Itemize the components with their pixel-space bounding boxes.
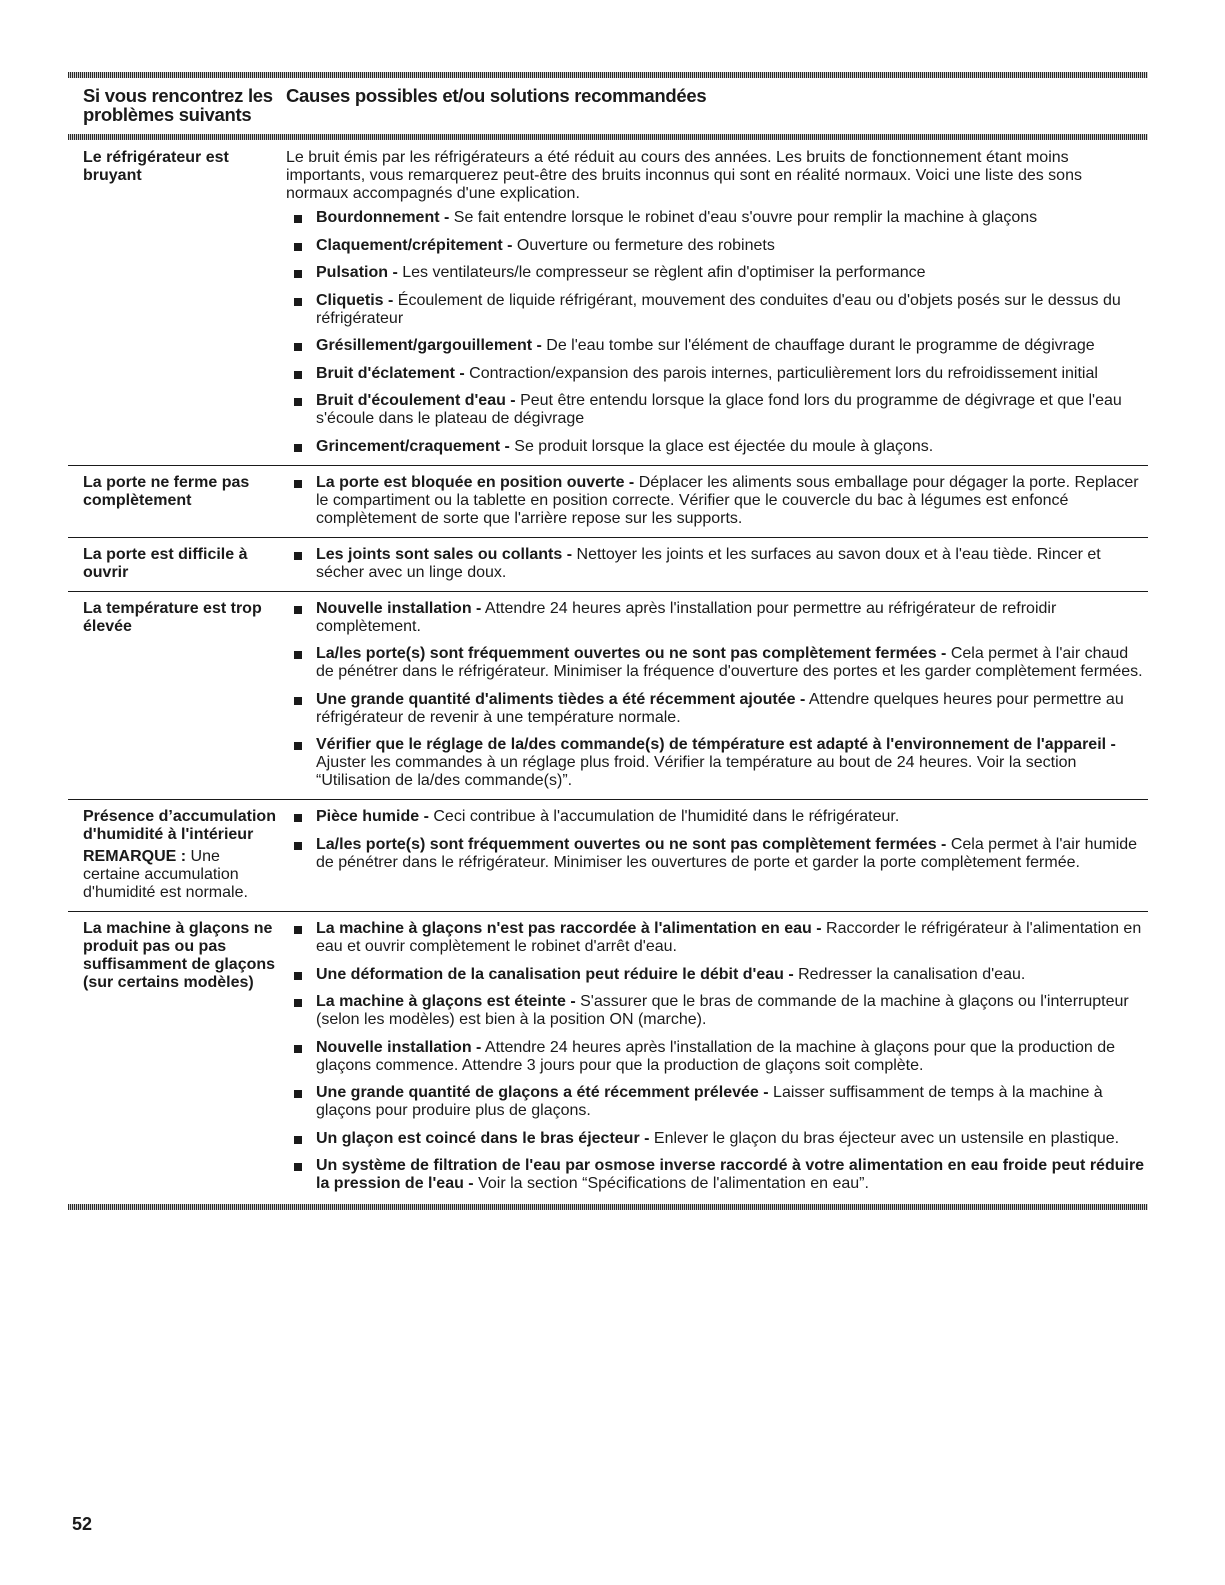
sections xyxy=(68,140,1148,1202)
square-bullet-icon xyxy=(294,926,302,934)
list-item xyxy=(316,292,1148,328)
item-text: Redresser la canalisation d'eau. xyxy=(793,965,1026,983)
item-term: Une grande quantité de glaçons a été récemment prélevée - xyxy=(316,1084,769,1101)
solutions-list xyxy=(286,209,1148,456)
problem-title: Le réfrigérateur est bruyant xyxy=(83,149,229,184)
square-bullet-icon xyxy=(294,1163,302,1171)
solutions-list xyxy=(286,474,1148,528)
item-term: Bruit d'écoulement d'eau - xyxy=(316,392,516,409)
item-text: Se fait entendre lorsque le robinet d'eau s'ouvre pour remplir la machine à glaçons xyxy=(449,209,1038,226)
item-text: Raccorder le réfrigérateur à l'alimentation en eau et ouvrir complètement le robinet d'arrêt d'eau. xyxy=(316,920,1142,955)
problem-column xyxy=(68,546,281,582)
item-text: Attendre quelques heures pour permettre au réfrigérateur de revenir à une température normale. xyxy=(316,690,1124,726)
list-item xyxy=(316,993,1148,1029)
solutions-list xyxy=(286,546,1148,582)
problem-column xyxy=(68,920,281,1193)
item-text: Cela permet à l'air humide de pénétrer dans le réfrigérateur. Minimiser les ouvertures de porte et garder la porte complètement fermée. xyxy=(316,835,1138,871)
item-term: Cliquetis - xyxy=(316,291,394,309)
list-item xyxy=(316,392,1148,428)
square-bullet-icon xyxy=(294,398,302,406)
square-bullet-icon xyxy=(294,999,302,1007)
item-text: Cela permet à l'air chaud de pénétrer dans le réfrigérateur. Minimiser la fréquence d'ouverture des portes et les garder complètement fermées. xyxy=(316,645,1143,680)
item-term: Une grande quantité d'aliments tièdes a été récemment ajoutée - xyxy=(316,690,806,708)
solutions-list xyxy=(286,920,1148,1193)
item-text: De l'eau tombe sur l'élément de chauffage durant le programme de dégivrage xyxy=(541,337,1095,354)
list-item xyxy=(316,600,1148,636)
list-item xyxy=(316,691,1148,727)
list-item xyxy=(316,1157,1148,1193)
item-text: Attendre 24 heures après l'installation de la machine à glaçons pour que la production de glaçons commence. Attendre 3 jours pour que la production de glaçons soit complète. xyxy=(316,1038,1116,1074)
item-text: Enlever le glaçon du bras éjecteur avec un ustensile en plastique. xyxy=(649,1129,1120,1147)
item-text: Nettoyer les joints et les surfaces au savon doux et à l'eau tiède. Rincer et sécher avec un linge doux. xyxy=(316,545,1101,581)
square-bullet-icon xyxy=(294,742,302,750)
problem-title: Présence d’accumulation d'humidité à l'intérieur xyxy=(83,808,276,843)
item-term: Pulsation - xyxy=(316,264,398,281)
list-item xyxy=(316,836,1148,872)
bottom-rule xyxy=(68,1204,1148,1210)
item-term: Grésillement/gargouillement - xyxy=(316,337,542,354)
square-bullet-icon xyxy=(294,343,302,351)
problem-section xyxy=(68,911,1148,1202)
section-intro: Le bruit émis par les réfrigérateurs a été réduit au cours des années. Les bruits de fonctionnement étant moins importants, vous remarquerez peut-être des bruits inconnus qui sont en réalité normaux. Voici une liste des sons normaux accompagnés d'une explication. xyxy=(286,149,1082,202)
list-item xyxy=(316,337,1148,355)
problem-section xyxy=(68,465,1148,537)
item-text: Ouverture ou fermeture des robinets xyxy=(512,236,775,254)
square-bullet-icon xyxy=(294,371,302,379)
square-bullet-icon xyxy=(294,270,302,278)
item-term: Les joints sont sales ou collants - xyxy=(316,545,573,563)
square-bullet-icon xyxy=(294,480,302,488)
item-term: Bourdonnement - xyxy=(316,209,450,226)
square-bullet-icon xyxy=(294,243,302,251)
list-item xyxy=(316,1130,1148,1148)
item-text: Laisser suffisamment de temps à la machine à glaçons pour produire plus de glaçons. xyxy=(316,1084,1103,1119)
list-item xyxy=(316,966,1148,984)
item-text: Écoulement de liquide réfrigérant, mouvement des conduites d'eau ou d'objets posés sur le dessus du réfrigérateur xyxy=(316,291,1121,327)
problem-column xyxy=(68,474,281,528)
item-text: S'assurer que le bras de commande de la machine à glaçons ou l'interrupteur (selon les modèles) est bien à la position ON (marche). xyxy=(316,993,1129,1028)
item-text: Peut être entendu lorsque la glace fond lors du programme de dégivrage et que l'eau s'écoule dans le plateau de dégivrage xyxy=(316,392,1122,427)
item-term: La machine à glaçons est éteinte - xyxy=(316,993,576,1010)
item-term: La/les porte(s) sont fréquemment ouvertes ou ne sont pas complètement fermées - xyxy=(316,835,947,853)
item-term: Un système de filtration de l'eau par osmose inverse raccordé à votre alimentation en eau froide peut réduire la pression de l'eau - xyxy=(316,1157,1145,1192)
list-item xyxy=(316,237,1148,255)
solutions-list xyxy=(286,808,1148,872)
list-item xyxy=(316,365,1148,383)
problem-title: La porte ne ferme pas complètement xyxy=(83,473,250,509)
list-item xyxy=(316,546,1148,582)
list-item xyxy=(316,920,1148,956)
solutions-column xyxy=(281,920,1148,1193)
item-term: Nouvelle installation - xyxy=(316,599,482,617)
list-item xyxy=(316,264,1148,282)
item-term: Bruit d'éclatement - xyxy=(316,364,465,382)
item-text: Ceci contribue à l'accumulation de l'humidité dans le réfrigérateur. xyxy=(428,808,900,825)
problem-section xyxy=(68,537,1148,591)
item-term: La machine à glaçons n'est pas raccordée à l'alimentation en eau - xyxy=(316,920,822,937)
item-term: Grincement/craquement - xyxy=(316,437,510,455)
table-header xyxy=(68,78,1148,134)
list-item xyxy=(316,1084,1148,1120)
square-bullet-icon xyxy=(294,1136,302,1144)
square-bullet-icon xyxy=(294,697,302,705)
problem-section xyxy=(68,140,1148,465)
item-text: Ajuster les commandes à un réglage plus froid. Vérifier la température au bout de 24 heures. Voir la section “Utilisation de la/des commande(s)”. xyxy=(316,754,1077,789)
troubleshooting-table xyxy=(68,72,1148,1210)
item-text: Se produit lorsque la glace est éjectée du moule à glaçons. xyxy=(509,437,934,455)
item-text: Contraction/expansion des parois internes, particulièrement lors du refroidissement initial xyxy=(464,364,1098,382)
item-text: Les ventilateurs/le compresseur se règlent afin d'optimiser la performance xyxy=(397,264,926,281)
square-bullet-icon xyxy=(294,606,302,614)
list-item xyxy=(316,438,1148,456)
problem-section xyxy=(68,591,1148,800)
header-solutions: Causes possibles et/ou solutions recommandées xyxy=(286,85,707,106)
square-bullet-icon xyxy=(294,444,302,452)
problem-section xyxy=(68,799,1148,911)
list-item xyxy=(316,1039,1148,1075)
list-item xyxy=(316,474,1148,528)
square-bullet-icon xyxy=(294,651,302,659)
note-text: Une certaine accumulation d'humidité est normale. xyxy=(83,848,248,901)
page-number: 52 xyxy=(72,1514,93,1534)
list-item xyxy=(316,645,1148,681)
square-bullet-icon xyxy=(294,298,302,306)
problem-title: La porte est difficile à ouvrir xyxy=(83,545,248,581)
square-bullet-icon xyxy=(294,552,302,560)
problem-note xyxy=(83,848,281,902)
problem-column xyxy=(68,149,281,456)
problem-title: La machine à glaçons ne produit pas ou pas suffisamment de glaçons (sur certains modèles) xyxy=(83,920,276,991)
solutions-column xyxy=(281,474,1148,528)
square-bullet-icon xyxy=(294,1090,302,1098)
item-term: Vérifier que le réglage de la/des commande(s) de témpérature est adapté à l'environnement de l'appareil - xyxy=(316,736,1116,753)
solutions-column xyxy=(281,600,1148,791)
list-item xyxy=(316,736,1148,790)
solutions-list xyxy=(286,600,1148,791)
item-term: Une déformation de la canalisation peut réduire le débit d'eau - xyxy=(316,965,794,983)
list-item xyxy=(316,209,1148,227)
list-item xyxy=(316,808,1148,826)
item-text: Voir la section “Spécifications de l'alimentation en eau”. xyxy=(473,1175,869,1192)
item-text: Attendre 24 heures après l'installation pour permettre au réfrigérateur de refroidir complètement. xyxy=(316,599,1057,635)
square-bullet-icon xyxy=(294,1045,302,1053)
square-bullet-icon xyxy=(294,814,302,822)
item-term: Un glaçon est coincé dans le bras éjecteur - xyxy=(316,1129,650,1147)
item-term: La/les porte(s) sont fréquemment ouvertes ou ne sont pas complètement fermées - xyxy=(316,645,947,662)
item-term: Pièce humide - xyxy=(316,808,429,825)
solutions-column xyxy=(281,149,1148,456)
header-problems: Si vous rencontrez les problèmes suivants xyxy=(83,85,273,125)
item-text: Déplacer les aliments sous emballage pour dégager la porte. Replacer le compartiment ou la tablette en position correcte. Vérifier que le couvercle du bac à légumes est enfoncé complètement de sorte que l'arrière repose sur les supports. xyxy=(316,473,1139,527)
problem-column xyxy=(68,600,281,791)
square-bullet-icon xyxy=(294,215,302,223)
item-term: Nouvelle installation - xyxy=(316,1038,482,1056)
square-bullet-icon xyxy=(294,842,302,850)
square-bullet-icon xyxy=(294,972,302,980)
note-label: REMARQUE : xyxy=(83,848,187,865)
item-term: La porte est bloquée en position ouverte - xyxy=(316,473,635,491)
problem-title: La température est trop élevée xyxy=(83,599,262,635)
problem-column xyxy=(68,808,281,902)
solutions-column xyxy=(281,808,1148,902)
solutions-column xyxy=(281,546,1148,582)
item-term: Claquement/crépitement - xyxy=(316,236,513,254)
